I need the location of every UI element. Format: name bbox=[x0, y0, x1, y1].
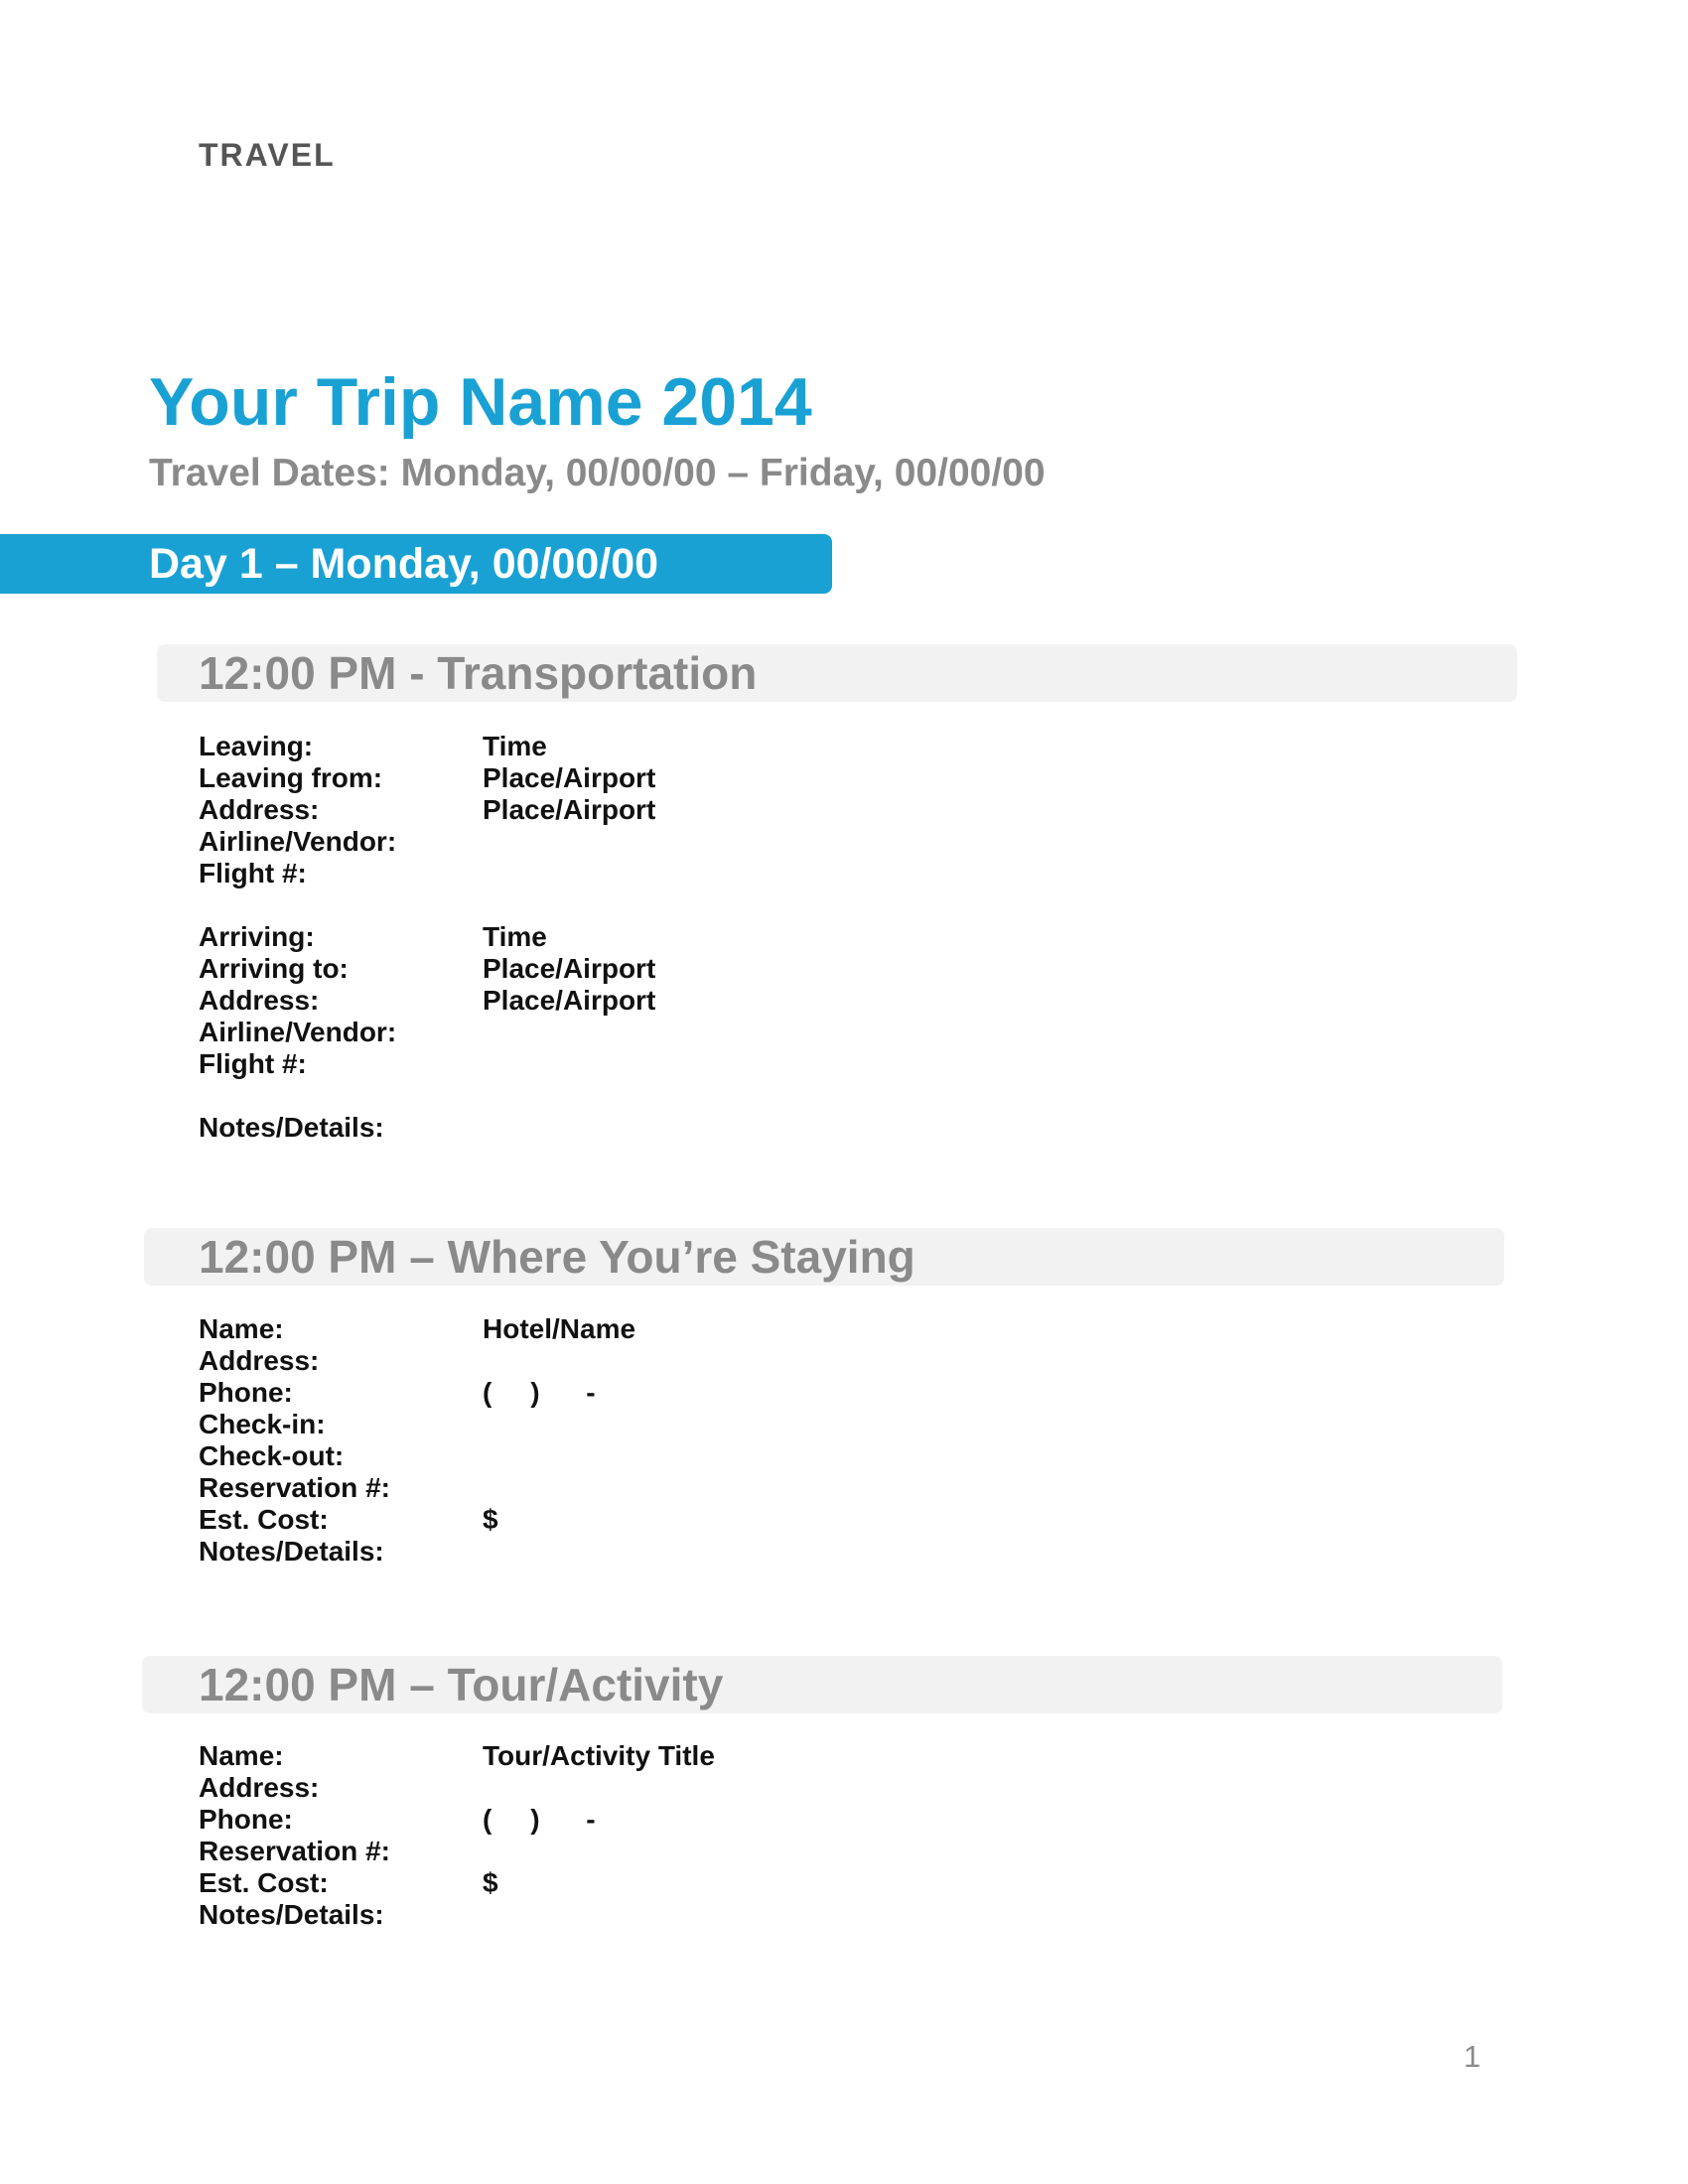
page-number: 1 bbox=[1464, 2039, 1481, 2074]
field-label: Reservation #: bbox=[199, 1472, 390, 1503]
detail-row bbox=[199, 858, 1092, 889]
field-label: Check-in: bbox=[199, 1409, 326, 1439]
field-label: Est. Cost: bbox=[199, 1504, 329, 1535]
field-value: Time bbox=[483, 921, 547, 952]
field-value: Tour/Activity Title bbox=[483, 1740, 715, 1771]
detail-row bbox=[199, 1867, 1092, 1899]
detail-row bbox=[199, 1345, 1092, 1377]
field-label: Arriving: bbox=[199, 921, 315, 952]
trip-title: Your Trip Name 2014 bbox=[149, 364, 812, 440]
staying-section-title: 12:00 PM – Where You’re Staying bbox=[199, 1231, 915, 1283]
detail-row bbox=[199, 762, 1092, 794]
day-banner-title: Day 1 – Monday, 00/00/00 bbox=[149, 540, 659, 588]
activity-details bbox=[199, 1740, 1092, 1931]
detail-row bbox=[199, 1377, 1092, 1409]
field-value: $ bbox=[483, 1867, 498, 1898]
field-label: Notes/Details: bbox=[199, 1899, 384, 1930]
field-value: Time bbox=[483, 731, 547, 761]
field-label: Airline/Vendor: bbox=[199, 826, 397, 857]
field-label: Phone: bbox=[199, 1804, 293, 1835]
notes-label: Notes/Details: bbox=[199, 1112, 384, 1143]
detail-row bbox=[199, 731, 1092, 762]
activity-section-title: 12:00 PM – Tour/Activity bbox=[199, 1659, 724, 1710]
staying-details bbox=[199, 1313, 1092, 1568]
detail-row bbox=[199, 1899, 1092, 1931]
field-label: Flight #: bbox=[199, 858, 307, 888]
field-label: Flight #: bbox=[199, 1048, 307, 1079]
detail-row bbox=[199, 953, 1092, 985]
detail-row bbox=[199, 1112, 1092, 1144]
detail-row bbox=[199, 1017, 1092, 1048]
detail-row bbox=[199, 1048, 1092, 1080]
field-label: Airline/Vendor: bbox=[199, 1017, 397, 1047]
field-label: Check-out: bbox=[199, 1440, 345, 1471]
detail-row bbox=[199, 985, 1092, 1017]
field-label: Address: bbox=[199, 794, 320, 825]
field-value: Place/Airport bbox=[483, 985, 656, 1016]
field-label: Address: bbox=[199, 1772, 320, 1803]
field-label: Notes/Details: bbox=[199, 1536, 384, 1567]
field-label: Address: bbox=[199, 1345, 320, 1376]
detail-row bbox=[199, 1472, 1092, 1504]
field-value: $ bbox=[483, 1504, 498, 1535]
detail-row bbox=[199, 1504, 1092, 1536]
field-label: Reservation #: bbox=[199, 1836, 390, 1866]
field-label: Address: bbox=[199, 985, 320, 1016]
day-banner bbox=[0, 534, 832, 594]
detail-row bbox=[199, 1836, 1092, 1867]
transportation-section-title: 12:00 PM - Transportation bbox=[199, 647, 758, 699]
field-label: Name: bbox=[199, 1740, 284, 1771]
field-label: Phone: bbox=[199, 1377, 293, 1408]
field-value: ( ) - bbox=[483, 1804, 596, 1835]
field-value: Hotel/Name bbox=[483, 1313, 636, 1344]
detail-row bbox=[199, 1440, 1092, 1472]
field-label: Est. Cost: bbox=[199, 1867, 329, 1898]
field-label: Arriving to: bbox=[199, 953, 349, 984]
travel-dates: Travel Dates: Monday, 00/00/00 – Friday, 00/00/00 bbox=[149, 452, 1046, 494]
field-value: Place/Airport bbox=[483, 953, 656, 984]
detail-row bbox=[199, 794, 1092, 826]
transportation-details bbox=[199, 731, 1092, 1144]
field-value: ( ) - bbox=[483, 1377, 596, 1408]
detail-row bbox=[199, 1409, 1092, 1440]
field-value: Place/Airport bbox=[483, 794, 656, 825]
field-label: Leaving from: bbox=[199, 762, 383, 793]
detail-row bbox=[199, 1804, 1092, 1836]
detail-row bbox=[199, 1536, 1092, 1568]
detail-row bbox=[199, 1772, 1092, 1804]
field-label: Name: bbox=[199, 1313, 284, 1344]
field-value: Place/Airport bbox=[483, 762, 656, 793]
detail-row bbox=[199, 1313, 1092, 1345]
detail-row bbox=[199, 826, 1092, 858]
field-label: Leaving: bbox=[199, 731, 314, 761]
document-header-label: TRAVEL bbox=[199, 137, 336, 173]
detail-row bbox=[199, 921, 1092, 953]
detail-row bbox=[199, 1740, 1092, 1772]
